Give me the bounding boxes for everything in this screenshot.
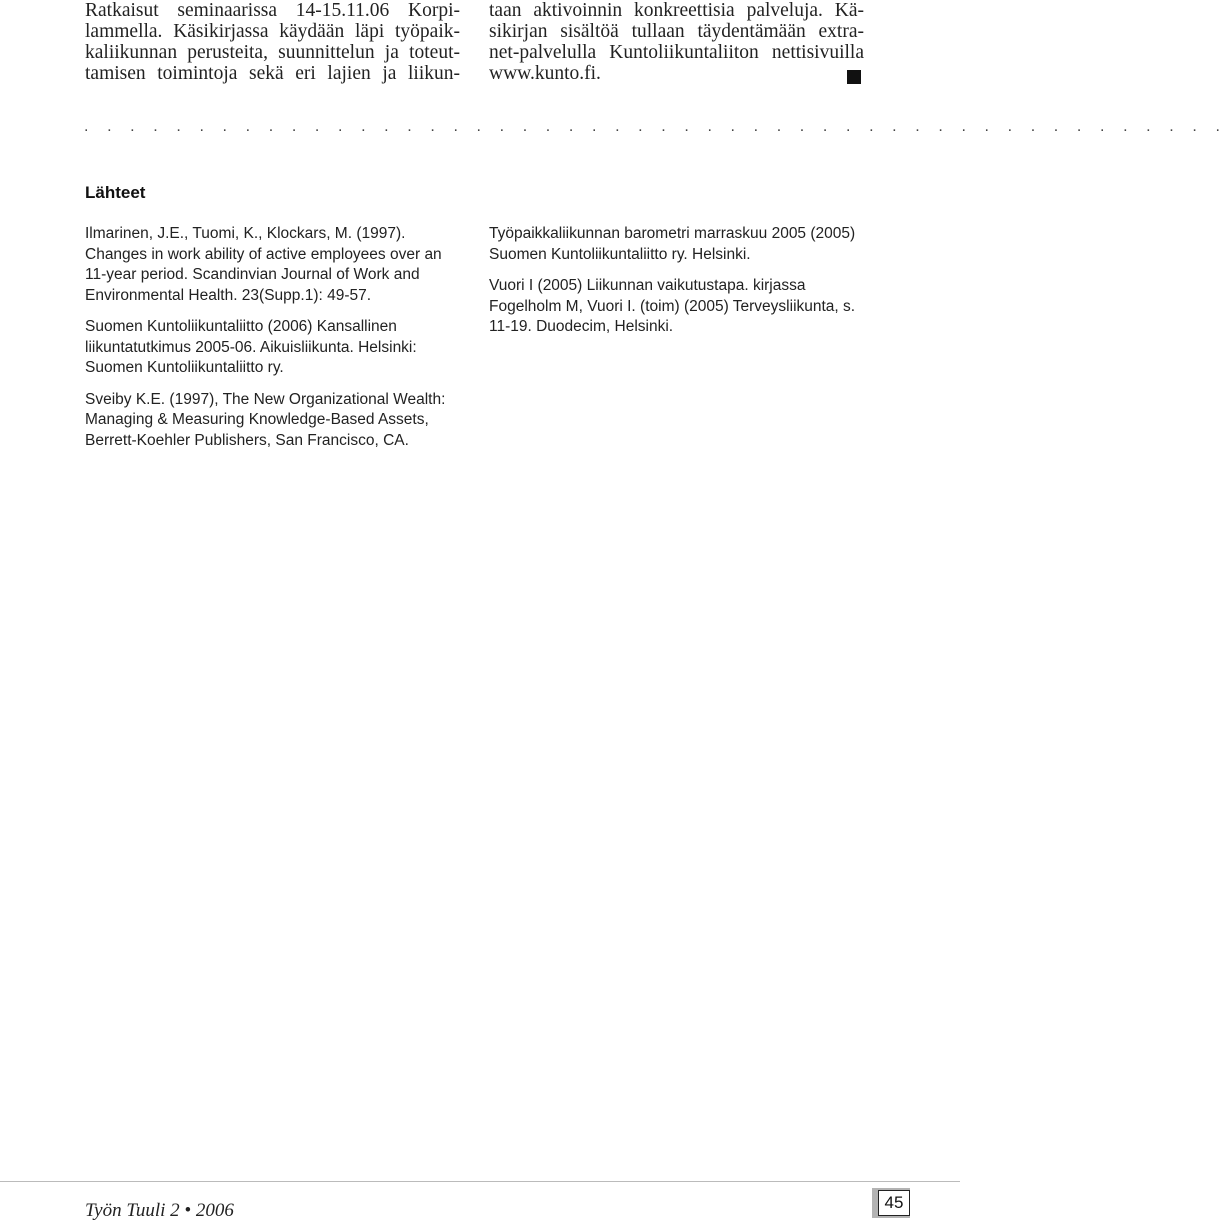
references-heading: Lähteet — [85, 183, 146, 202]
body-line: lammella. Käsikirjassa käydään läpi työpaik- — [85, 21, 460, 42]
reference-item: Ilmarinen, J.E., Tuomi, K., Klockars, M. (1997). Changes in work ability of active employees over an 11-year period. Scandinvian Journal of Work and Environmental Health. 23(Supp.1): 49-57. — [85, 225, 442, 304]
references-right-column — [489, 224, 859, 349]
body-line: sikirjan sisältöä tullaan täydentämään extra- — [489, 21, 864, 42]
body-line: tamisen toimintoja sekä eri lajien ja liikun- — [85, 63, 460, 84]
body-line: kaliikunnan perusteita, suunnittelun ja toteut- — [85, 42, 460, 63]
reference-item: Suomen Kuntoliikuntaliitto (2006) Kansallinen liikuntatutkimus 2005-06. Aikuisliikunta. Helsinki: Suomen Kuntoliikuntaliitto ry. — [85, 318, 417, 376]
reference-item: Sveiby K.E. (1997), The New Organizational Wealth: Managing & Measuring Knowledge-Based Assets, Berrett-Koehler Publishers, San Francisco, CA. — [85, 390, 446, 449]
references-left-column — [85, 224, 455, 462]
body-line: Ratkaisut seminaarissa 14-15.11.06 Korpi- — [85, 0, 460, 21]
reference-item: Vuori I (2005) Liikunnan vaikutustapa. kirjassa Fogelholm M, Vuori I. (toim) (2005) Terveysliikunta, s. 11-19. Duodecim, Helsinki. — [489, 277, 856, 335]
footer-divider — [0, 1181, 960, 1182]
body-text-left-column — [85, 0, 460, 84]
footer-publication: Työn Tuuli 2 • 2006 — [85, 1200, 234, 1221]
dotted-separator: . . . . . . . . . . . . . . . . . . . . . . . . . . . . . . . . . . . . . . . . . . . . . . . . . . — [84, 118, 1227, 135]
body-line: taan aktivoinnin konkreettisia palveluja. Kä- — [489, 0, 864, 21]
page-number: 45 — [878, 1190, 910, 1216]
body-line: net-palvelulla Kuntoliikuntaliiton nettisivuilla — [489, 42, 864, 63]
body-text-right-column — [489, 0, 864, 84]
reference-item: Työpaikkaliikunnan barometri marraskuu 2005 (2005) Suomen Kuntoliikuntaliitto ry. Helsinki. — [489, 225, 856, 263]
body-line: www.kunto.fi. — [489, 63, 601, 84]
article-end-square-icon — [847, 70, 861, 84]
